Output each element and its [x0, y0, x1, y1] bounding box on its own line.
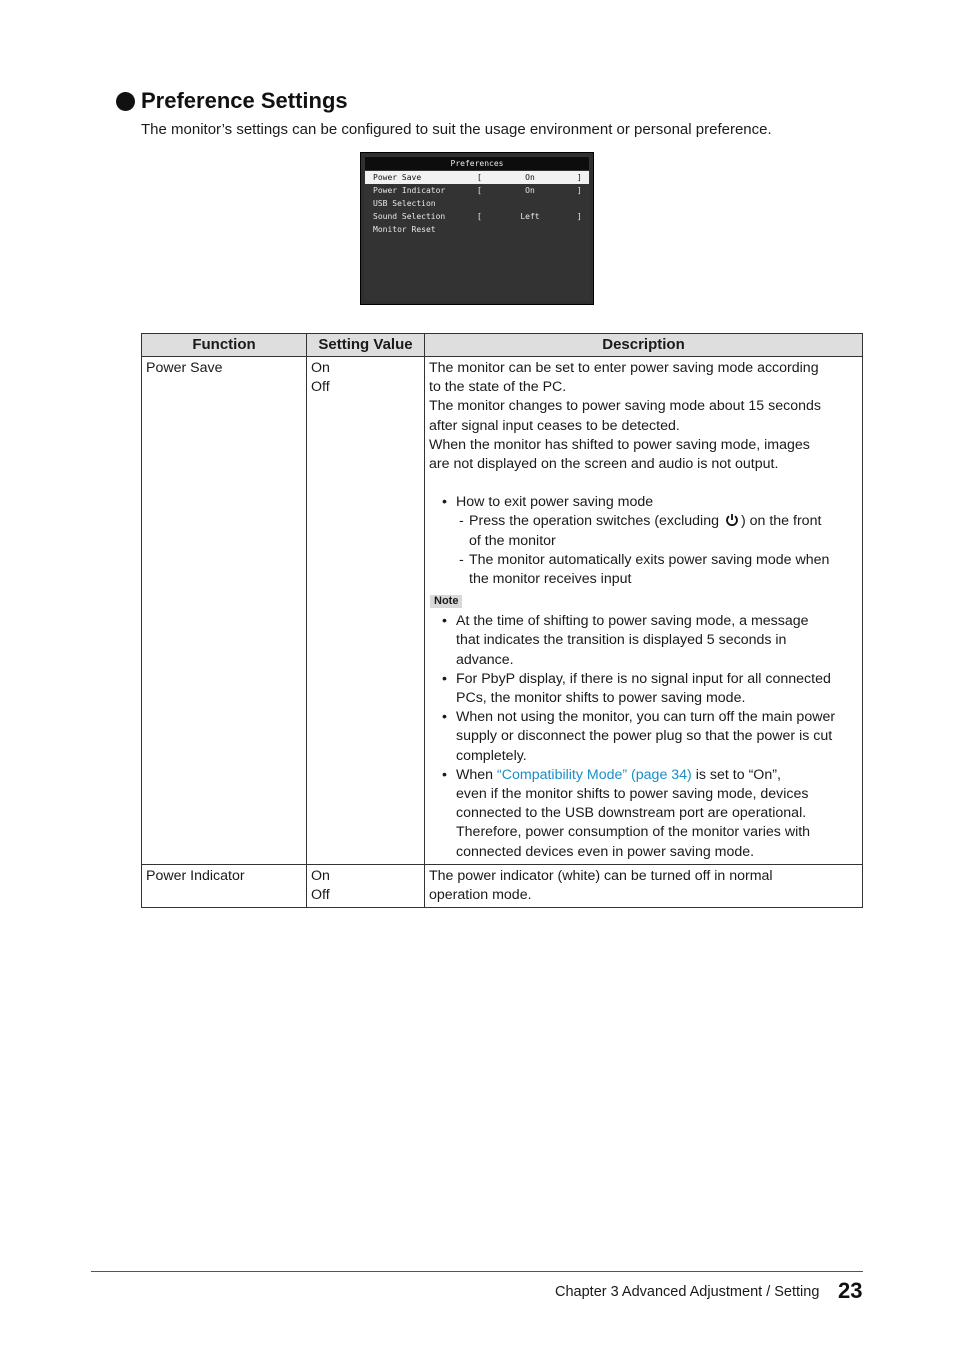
- compatibility-mode-link[interactable]: “Compatibility Mode” (page 34): [497, 766, 692, 783]
- exit-step-cont: of the monitor: [469, 532, 556, 549]
- osd-row-sound-selection: Sound Selection [ Left ]: [373, 212, 582, 221]
- table-row: [142, 357, 863, 865]
- section-heading: [116, 88, 348, 114]
- desc-line: The monitor changes to power saving mode about 15 seconds: [429, 398, 821, 415]
- settings-table: [141, 333, 863, 908]
- cell-values: [307, 357, 425, 865]
- note-badge: Note: [430, 595, 462, 608]
- note-item: • When not using the monitor, you can turn off the main power supply or disconnect the power plug so that the power is cut completely.: [429, 708, 858, 766]
- osd-menu-screenshot: [360, 152, 594, 305]
- value-option: Off: [311, 379, 330, 396]
- power-icon: [725, 513, 739, 527]
- value-option: On: [311, 867, 330, 884]
- section-intro: The monitor’s settings can be configured to suit the usage environment or personal preference.: [141, 121, 772, 138]
- desc-line: to the state of the PC.: [429, 379, 567, 396]
- header-function: Function: [142, 334, 307, 357]
- footer-divider: [91, 1271, 863, 1272]
- table-header-row: [142, 334, 863, 357]
- exit-step-cont: the monitor receives input: [469, 571, 632, 588]
- osd-row-monitor-reset: Monitor Reset: [373, 225, 436, 234]
- desc-line: The monitor can be set to enter power saving mode according: [429, 360, 819, 376]
- desc-line: after signal input ceases to be detected.: [429, 417, 680, 434]
- cell-description: [425, 357, 863, 865]
- osd-row-usb-selection: USB Selection: [373, 199, 436, 208]
- osd-title: Preferences: [365, 157, 589, 170]
- desc-line: When the monitor has shifted to power saving mode, images: [429, 436, 810, 453]
- cell-function: Power Indicator: [142, 864, 307, 907]
- exit-step: - Press the operation switches (excluding ) on the front: [459, 513, 822, 530]
- page-number: 23: [838, 1278, 863, 1303]
- exit-step: - The monitor automatically exits power saving mode when: [459, 551, 830, 568]
- value-option: On: [311, 360, 330, 376]
- header-setting-value: Setting Value: [307, 334, 425, 357]
- desc-line: The power indicator (white) can be turned off in normal: [429, 867, 773, 884]
- osd-row-power-indicator: Power Indicator [ On ]: [373, 186, 582, 195]
- value-option: Off: [311, 887, 330, 904]
- desc-line: operation mode.: [429, 887, 532, 904]
- section-title: Preference Settings: [141, 88, 348, 113]
- footer-chapter: Chapter 3 Advanced Adjustment / Setting: [555, 1284, 820, 1300]
- note-item: • For PbyP display, if there is no signal input for all connected PCs, the monitor shifts to power saving mode.: [429, 670, 858, 708]
- bullet-circle-icon: [116, 92, 135, 111]
- note-item: • When “Compatibility Mode” (page 34) is set to “On”, even if the monitor shifts to power saving mode, devices connected to the USB downstream port are operational. Therefore, power consumption of the monitor varies with connected devices even in power saving mode.: [429, 766, 858, 862]
- desc-line: are not displayed on the screen and audio is not output.: [429, 456, 779, 473]
- exit-heading: • How to exit power saving mode: [429, 493, 858, 512]
- cell-function: Power Save: [142, 357, 307, 865]
- osd-row-power-save: Power Save [ On ]: [365, 171, 589, 184]
- note-item: • At the time of shifting to power saving mode, a message that indicates the transition is displayed 5 seconds in advance.: [429, 612, 858, 670]
- cell-description: [425, 864, 863, 907]
- table-row: [142, 864, 863, 907]
- header-description: Description: [425, 334, 863, 357]
- cell-values: [307, 864, 425, 907]
